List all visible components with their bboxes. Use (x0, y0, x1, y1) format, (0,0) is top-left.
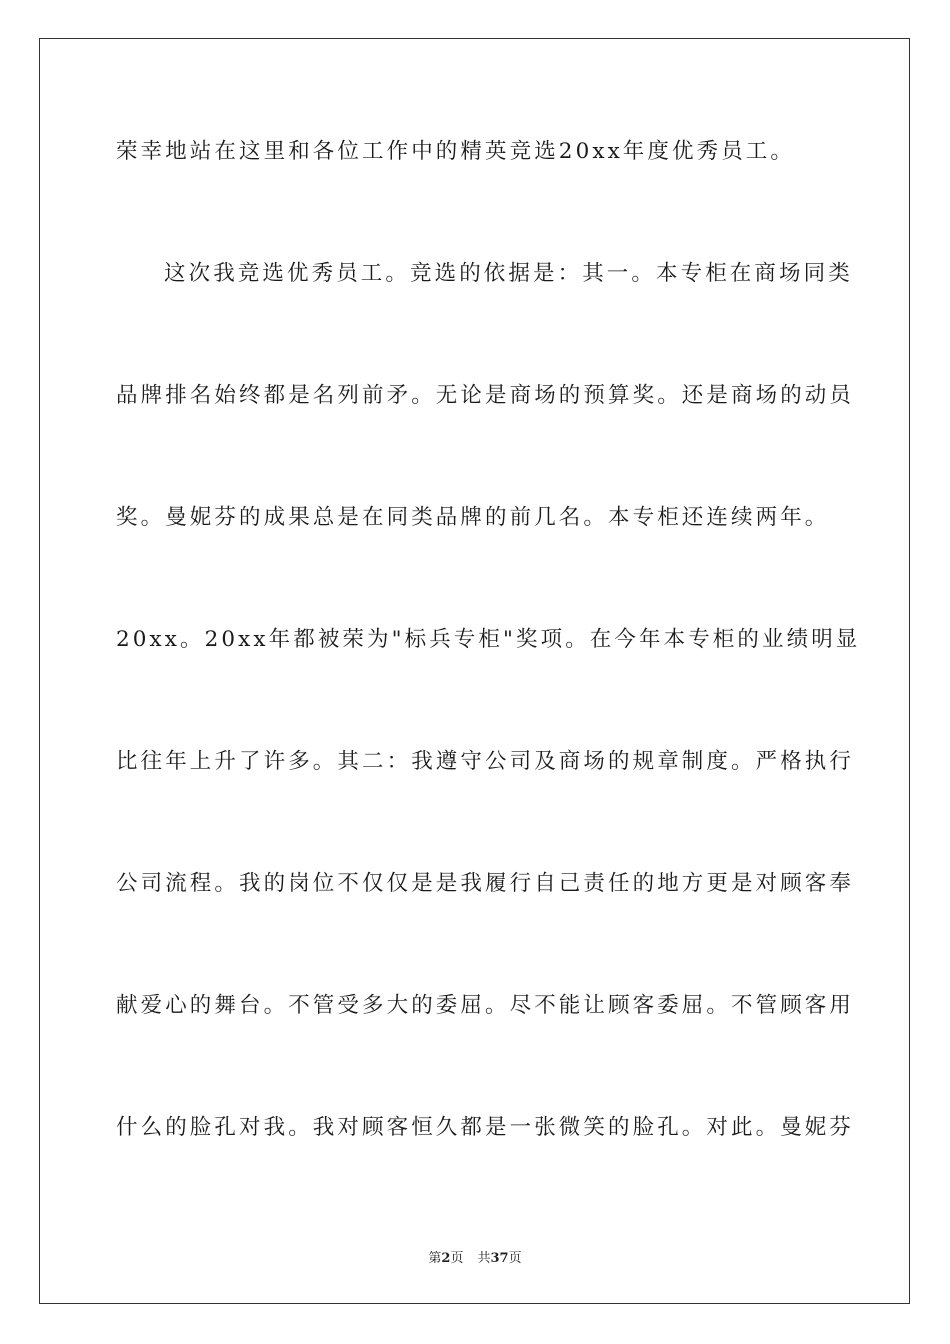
text-line: 奖。曼妮芬的成果总是在同类品牌的前几名。本专柜还连续两年。 (116, 505, 830, 530)
total-prefix: 共 (477, 1251, 491, 1266)
total-suffix: 页 (508, 1251, 522, 1266)
page-number: 2 (441, 1251, 451, 1266)
text-line: 什么的脸孔对我。我对顾客恒久都是一张微笑的脸孔。对此。曼妮芬 (116, 1115, 855, 1140)
text-line: 品牌排名始终都是名列前矛。无论是商场的预算奖。还是商场的动员 (116, 383, 855, 408)
document-body (116, 134, 861, 1232)
text-line: 献爱心的舞台。不管受多大的委屈。尽不能让顾客委屈。不管顾客用 (116, 993, 855, 1018)
text-line: 比往年上升了许多。其二：我遵守公司及商场的规章制度。严格执行 (116, 749, 855, 774)
text-line: 这次我竞选优秀员工。竞选的依据是：其一。本专柜在商场同类 (164, 261, 853, 286)
total-pages: 37 (490, 1251, 509, 1266)
page-suffix: 页 (450, 1251, 464, 1266)
page-prefix: 第 (428, 1251, 442, 1266)
text-line: 20xx。20xx年都被荣为"标兵专柜"奖项。在今年本专柜的业绩明显 (116, 627, 861, 652)
text-line: 公司流程。我的岗位不仅仅是是我履行自己责任的地方更是对顾客奉 (116, 871, 855, 896)
text-line: 荣幸地站在这里和各位工作中的精英竞选20xx年度优秀员工。 (116, 139, 796, 164)
page-footer (0, 1247, 950, 1266)
